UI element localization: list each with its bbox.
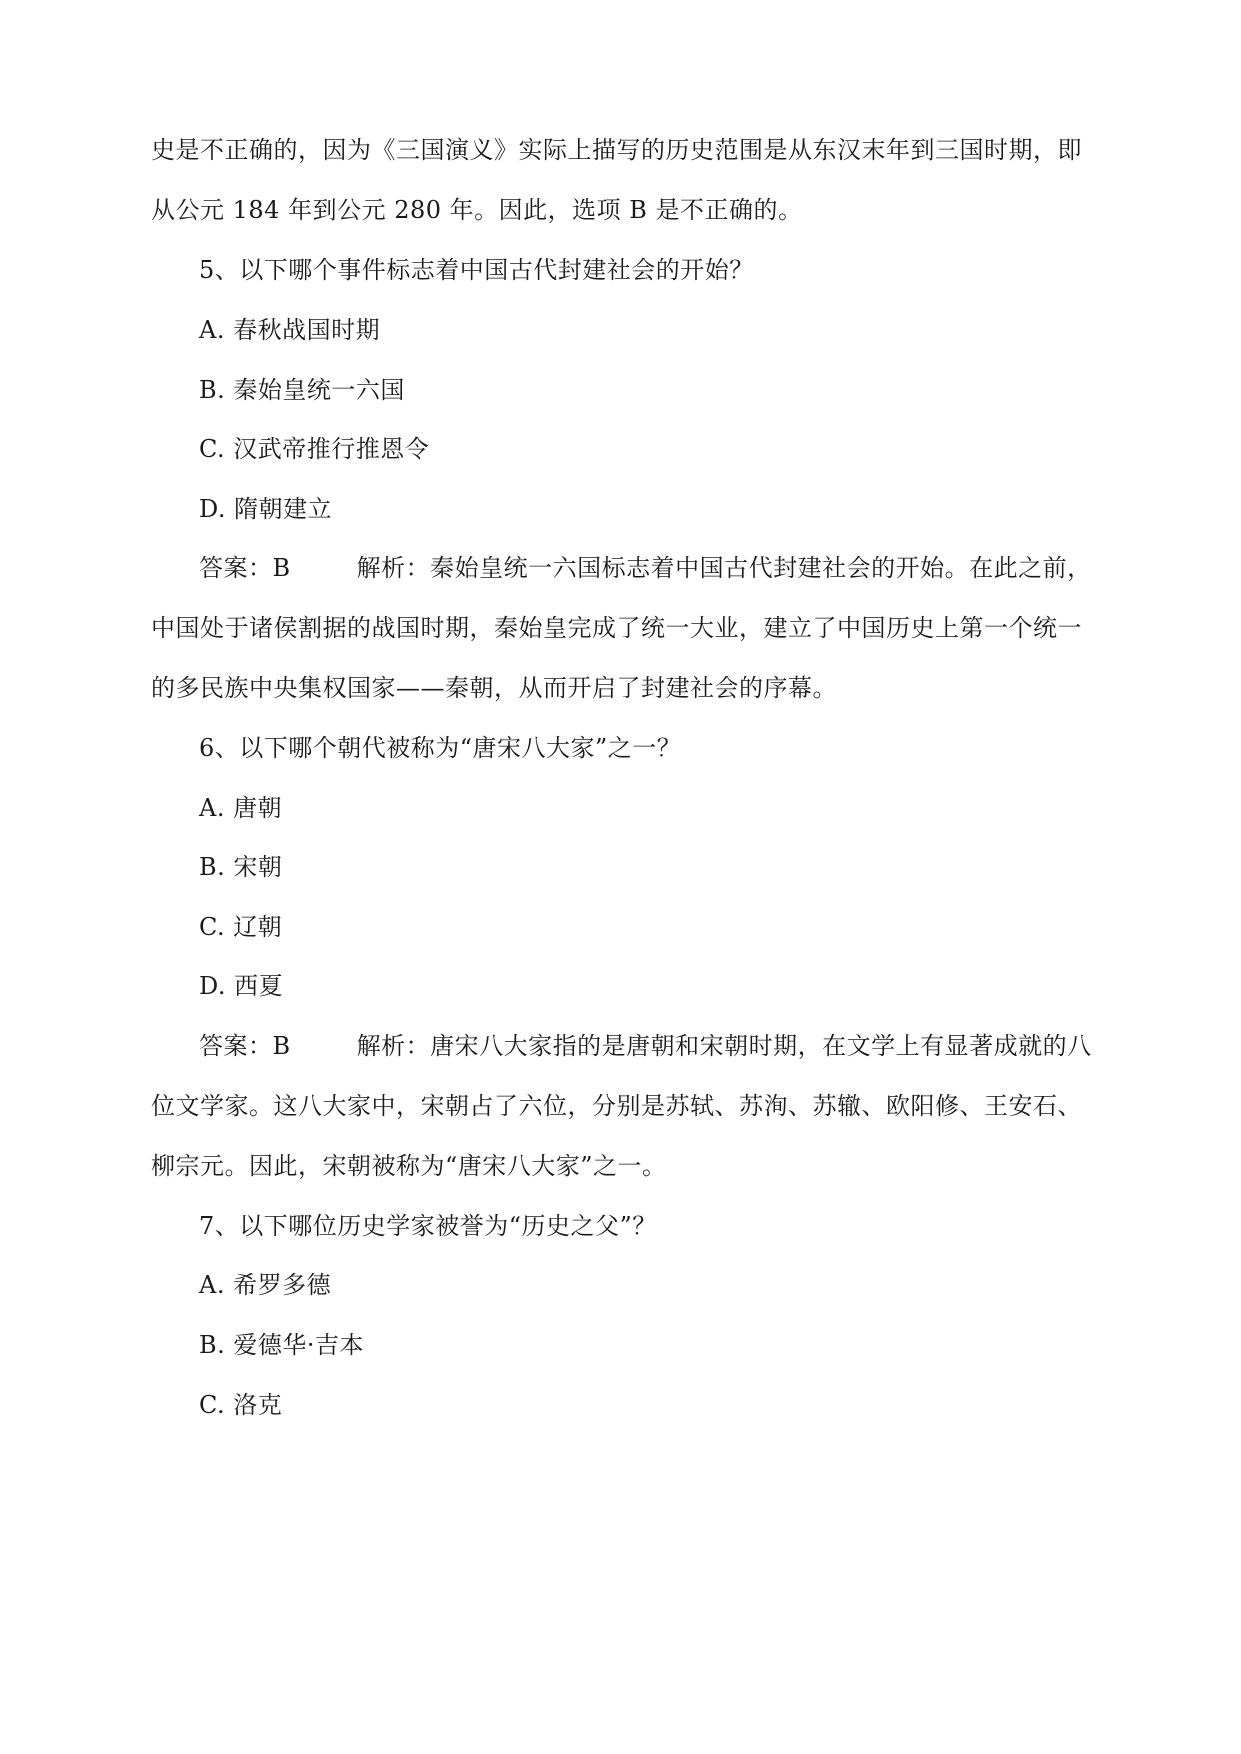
paragraph-line: 史是不正确的，因为《三国演义》实际上描写的历史范围是从东汉末年到三国时期，即	[151, 136, 1082, 164]
question-7: 7、以下哪位历史学家被誉为“历史之父”？	[199, 1212, 657, 1240]
option-c: C. 汉武帝推行推恩令	[199, 435, 430, 463]
option-d: D. 西夏	[199, 972, 284, 1000]
option-c: C. 洛克	[199, 1391, 283, 1419]
option-b: B. 宋朝	[199, 853, 283, 881]
answer-label: 答案：B	[199, 1032, 291, 1060]
paragraph-line: 从公元 184 年到公元 280 年。因此，选项 B 是不正确的。	[151, 196, 803, 224]
answer-label: 答案：B	[199, 554, 291, 582]
option-a: A. 唐朝	[199, 794, 283, 822]
analysis-line: 柳宗元。因此，宋朝被称为“唐宋八大家”之一。	[151, 1152, 667, 1180]
option-b: B. 爱德华·吉本	[199, 1331, 365, 1359]
option-b: B. 秦始皇统一六国	[199, 376, 405, 404]
option-a: A. 春秋战国时期	[199, 316, 381, 344]
answer-line	[199, 1031, 1159, 1061]
question-6: 6、以下哪个朝代被称为“唐宋八大家”之一？	[199, 734, 682, 762]
analysis-text: 解析：秦始皇统一六国标志着中国古代封建社会的开始。在此之前，	[356, 554, 1092, 582]
analysis-line: 中国处于诸侯割据的战国时期，秦始皇完成了统一大业，建立了中国历史上第一个统一	[151, 614, 1082, 642]
option-d: D. 隋朝建立	[199, 495, 333, 523]
analysis-line: 位文学家。这八大家中，宋朝占了六位，分别是苏轼、苏洵、苏辙、欧阳修、王安石、	[151, 1092, 1082, 1120]
answer-line	[199, 553, 1159, 583]
option-c: C. 辽朝	[199, 913, 283, 941]
analysis-text: 解析：唐宋八大家指的是唐朝和宋朝时期，在文学上有显著成就的八	[356, 1032, 1092, 1060]
analysis-line: 的多民族中央集权国家——秦朝，从而开启了封建社会的序幕。	[151, 674, 837, 702]
option-a: A. 希罗多德	[199, 1271, 332, 1299]
question-5: 5、以下哪个事件标志着中国古代封建社会的开始？	[199, 256, 754, 284]
